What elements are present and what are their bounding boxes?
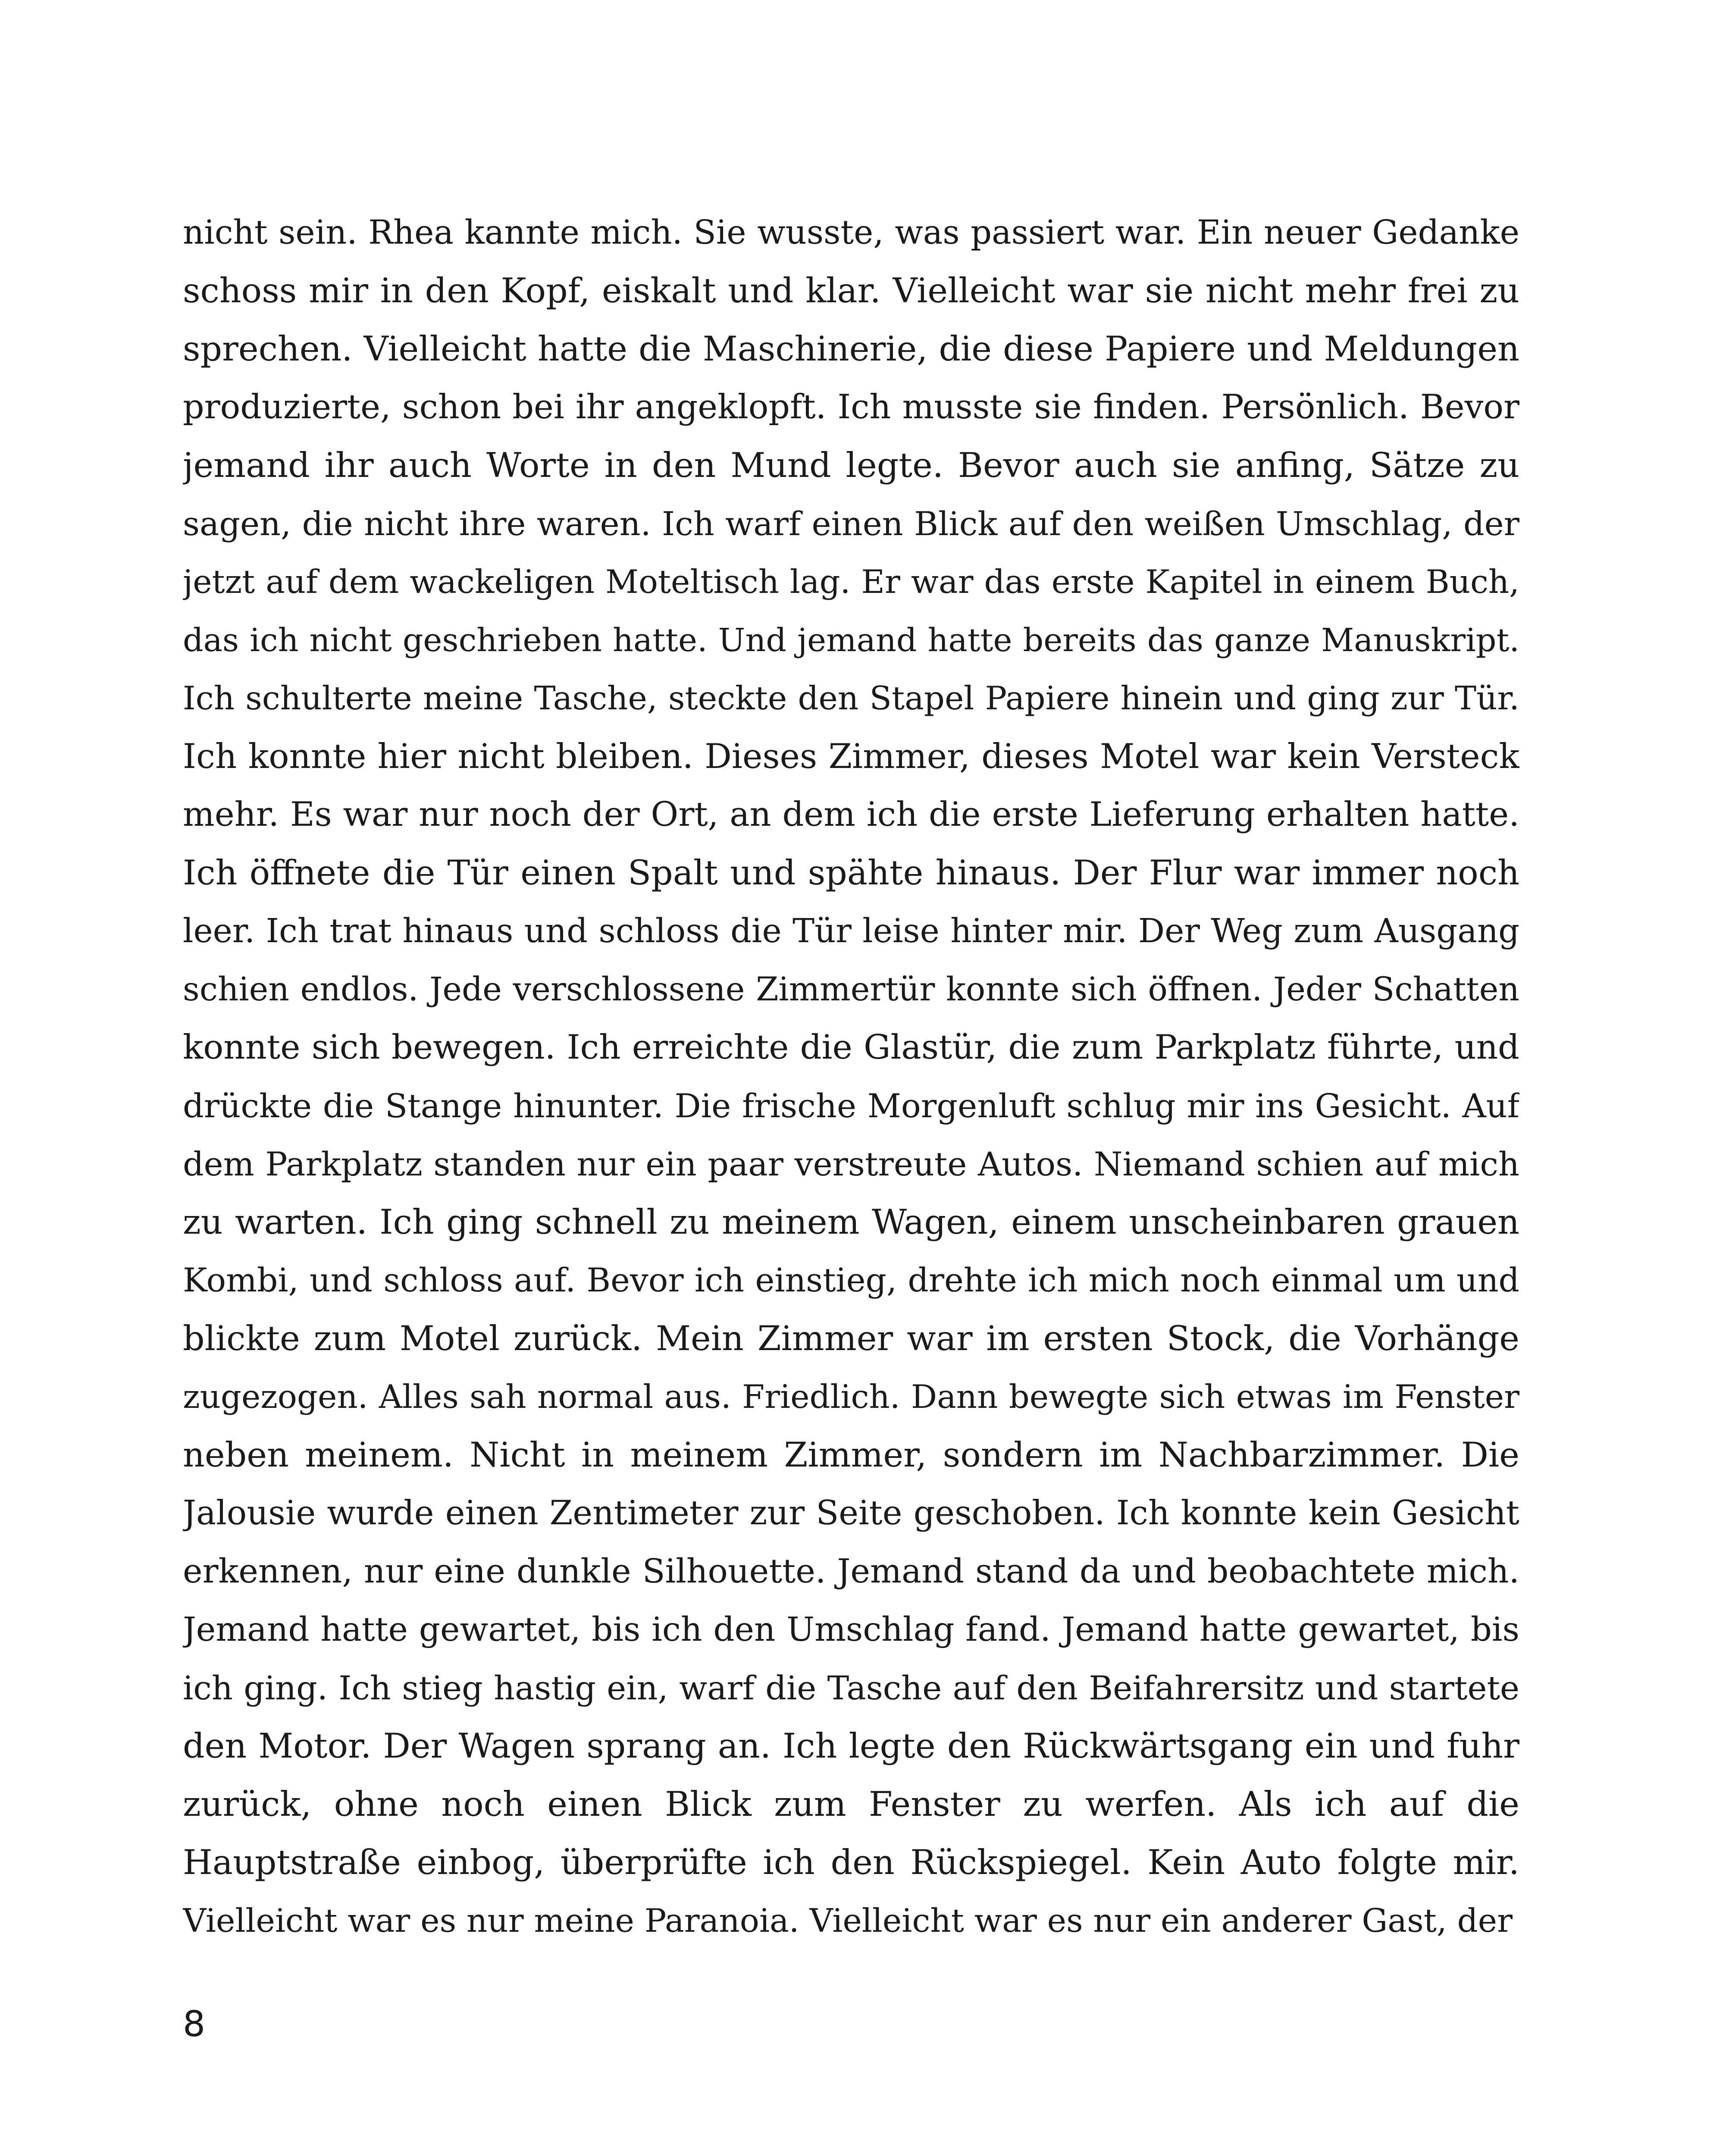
text-line: Vielleicht war es nur meine Paranoia. Vielleicht war es nur ein anderer Gast, der xyxy=(183,1902,1513,1940)
text-line: das ich nicht geschrieben hatte. Und jemand hatte bereits das ganze Manuskript. xyxy=(183,621,1519,659)
text-line: nicht sein. Rhea kannte mich. Sie wusste, was passiert war. Ein neuer Gedanke xyxy=(183,213,1519,252)
text-line: Jemand hatte gewartet, bis ich den Umschlag fand. Jemand hatte gewartet, bis xyxy=(183,1611,1519,1649)
text-line: neben meinem. Nicht in meinem Zimmer, sondern im Nachbarzimmer. Die xyxy=(183,1435,1519,1475)
text-line: sagen, die nicht ihre waren. Ich warf einen Blick auf den weißen Umschlag, der xyxy=(183,505,1519,543)
text-line: leer. Ich trat hinaus und schloss die Tür leise hinter mir. Der Weg zum Ausgang xyxy=(183,912,1519,950)
text-line: mehr. Es war nur noch der Ort, an dem ich die erste Lieferung erhalten hatte. xyxy=(183,795,1519,834)
page-number: 8 xyxy=(183,2004,206,2045)
text-line: Hauptstraße einbog, überprüfte ich den Rückspiegel. Kein Auto folgte mir. xyxy=(183,1843,1519,1882)
text-line: drückte die Stange hinunter. Die frische Morgenluft schlug mir ins Gesicht. Auf xyxy=(183,1087,1519,1125)
text-line: Ich konnte hier nicht bleiben. Dieses Zimmer, dieses Motel war kein Versteck xyxy=(183,737,1519,776)
body-text xyxy=(183,204,1519,1950)
text-line: zugezogen. Alles sah normal aus. Friedlich. Dann bewegte sich etwas im Fenster xyxy=(183,1378,1519,1416)
text-line: Ich schulterte meine Tasche, steckte den Stapel Papiere hinein und ging zur Tür. xyxy=(183,679,1519,717)
text-line: erkennen, nur eine dunkle Silhouette. Jemand stand da und beobachtete mich. xyxy=(183,1552,1519,1591)
text-line: Jalousie wurde einen Zentimeter zur Seite geschoben. Ich konnte kein Gesicht xyxy=(183,1494,1519,1532)
text-line: Ich öffnete die Tür einen Spalt und spähte hinaus. Der Flur war immer noch xyxy=(183,853,1519,893)
text-line: jemand ihr auch Worte in den Mund legte. Bevor auch sie anfing, Sätze zu xyxy=(183,445,1519,485)
text-line: schien endlos. Jede verschlossene Zimmertür konnte sich öffnen. Jeder Schatten xyxy=(183,970,1519,1008)
text-line: schoss mir in den Kopf, eiskalt und klar. Vielleicht war sie nicht mehr frei zu xyxy=(183,271,1519,310)
text-line: den Motor. Der Wagen sprang an. Ich legte den Rückwärtsgang ein und fuhr xyxy=(183,1726,1519,1766)
text-line: konnte sich bewegen. Ich erreichte die Glastür, die zum Parkplatz führte, und xyxy=(183,1028,1519,1067)
text-line: dem Parkplatz standen nur ein paar verstreute Autos. Niemand schien auf mich xyxy=(183,1145,1519,1183)
text-line: zurück, ohne noch einen Blick zum Fenster zu werfen. Als ich auf die xyxy=(183,1784,1519,1824)
text-line: sprechen. Vielleicht hatte die Maschinerie, die diese Papiere und Meldungen xyxy=(183,329,1519,369)
text-line: produzierte, schon bei ihr angeklopft. Ich musste sie finden. Persönlich. Bevor xyxy=(183,388,1519,426)
text-line: ich ging. Ich stieg hastig ein, warf die Tasche auf den Beifahrersitz und startete xyxy=(183,1669,1519,1707)
text-line: jetzt auf dem wackeligen Moteltisch lag. Er war das erste Kapitel in einem Buch, xyxy=(183,563,1519,601)
text-line: blickte zum Motel zurück. Mein Zimmer war im ersten Stock, die Vorhänge xyxy=(183,1319,1519,1358)
text-line: zu warten. Ich ging schnell zu meinem Wagen, einem unscheinbaren grauen xyxy=(183,1202,1519,1242)
text-line: Kombi, und schloss auf. Bevor ich einstieg, drehte ich mich noch einmal um und xyxy=(183,1261,1519,1299)
